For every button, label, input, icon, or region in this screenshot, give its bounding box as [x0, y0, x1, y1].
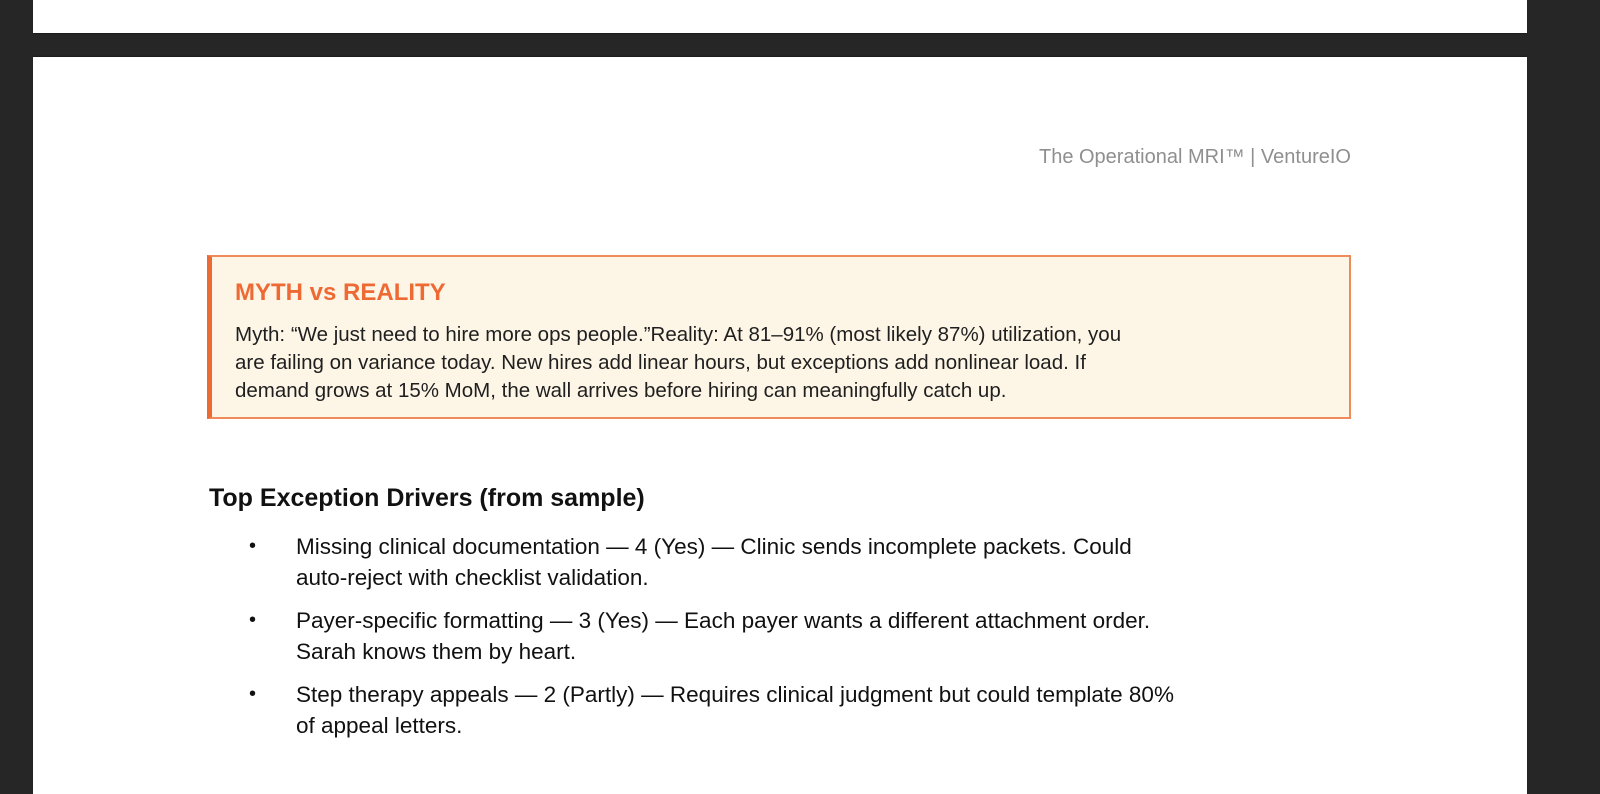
list-item-text: Sarah knows them by heart. — [296, 639, 577, 664]
bullet-icon: • — [249, 609, 257, 631]
list-item-text: of appeal letters. — [296, 713, 463, 738]
callout-body-line: Myth: “We just need to hire more ops people.”Reality: At 81–91% (most likely 87%) utilization, you — [235, 323, 1122, 346]
list-item-text: Missing clinical documentation — 4 (Yes) — Clinic sends incomplete packets. Could — [296, 534, 1132, 559]
callout-title: MYTH vs REALITY — [235, 279, 446, 306]
section-heading: Top Exception Drivers (from sample) — [209, 484, 645, 512]
list-item-text: Payer-specific formatting — 3 (Yes) — Each payer wants a different attachment order. — [296, 608, 1151, 633]
previous-page — [33, 0, 1527, 33]
exception-drivers-list — [209, 531, 1369, 753]
bullet-icon: • — [249, 535, 257, 557]
list-item — [209, 531, 1369, 593]
list-item — [209, 605, 1369, 667]
callout-body — [235, 321, 1325, 405]
bullet-icon: • — [249, 683, 257, 705]
list-item-text: Step therapy appeals — 2 (Partly) — Requires clinical judgment but could template 80% — [296, 682, 1174, 707]
list-item — [209, 679, 1369, 741]
document-page — [33, 57, 1527, 794]
list-item-text: auto-reject with checklist validation. — [296, 565, 649, 590]
running-header: The Operational MRI™ | VentureIO — [1038, 146, 1351, 168]
myth-vs-reality-callout — [207, 255, 1351, 419]
callout-body-line: are failing on variance today. New hires add linear hours, but exceptions add nonlinear load. If — [235, 351, 1086, 374]
callout-body-line: demand grows at 15% MoM, the wall arrives before hiring can meaningfully catch up. — [235, 379, 1007, 402]
